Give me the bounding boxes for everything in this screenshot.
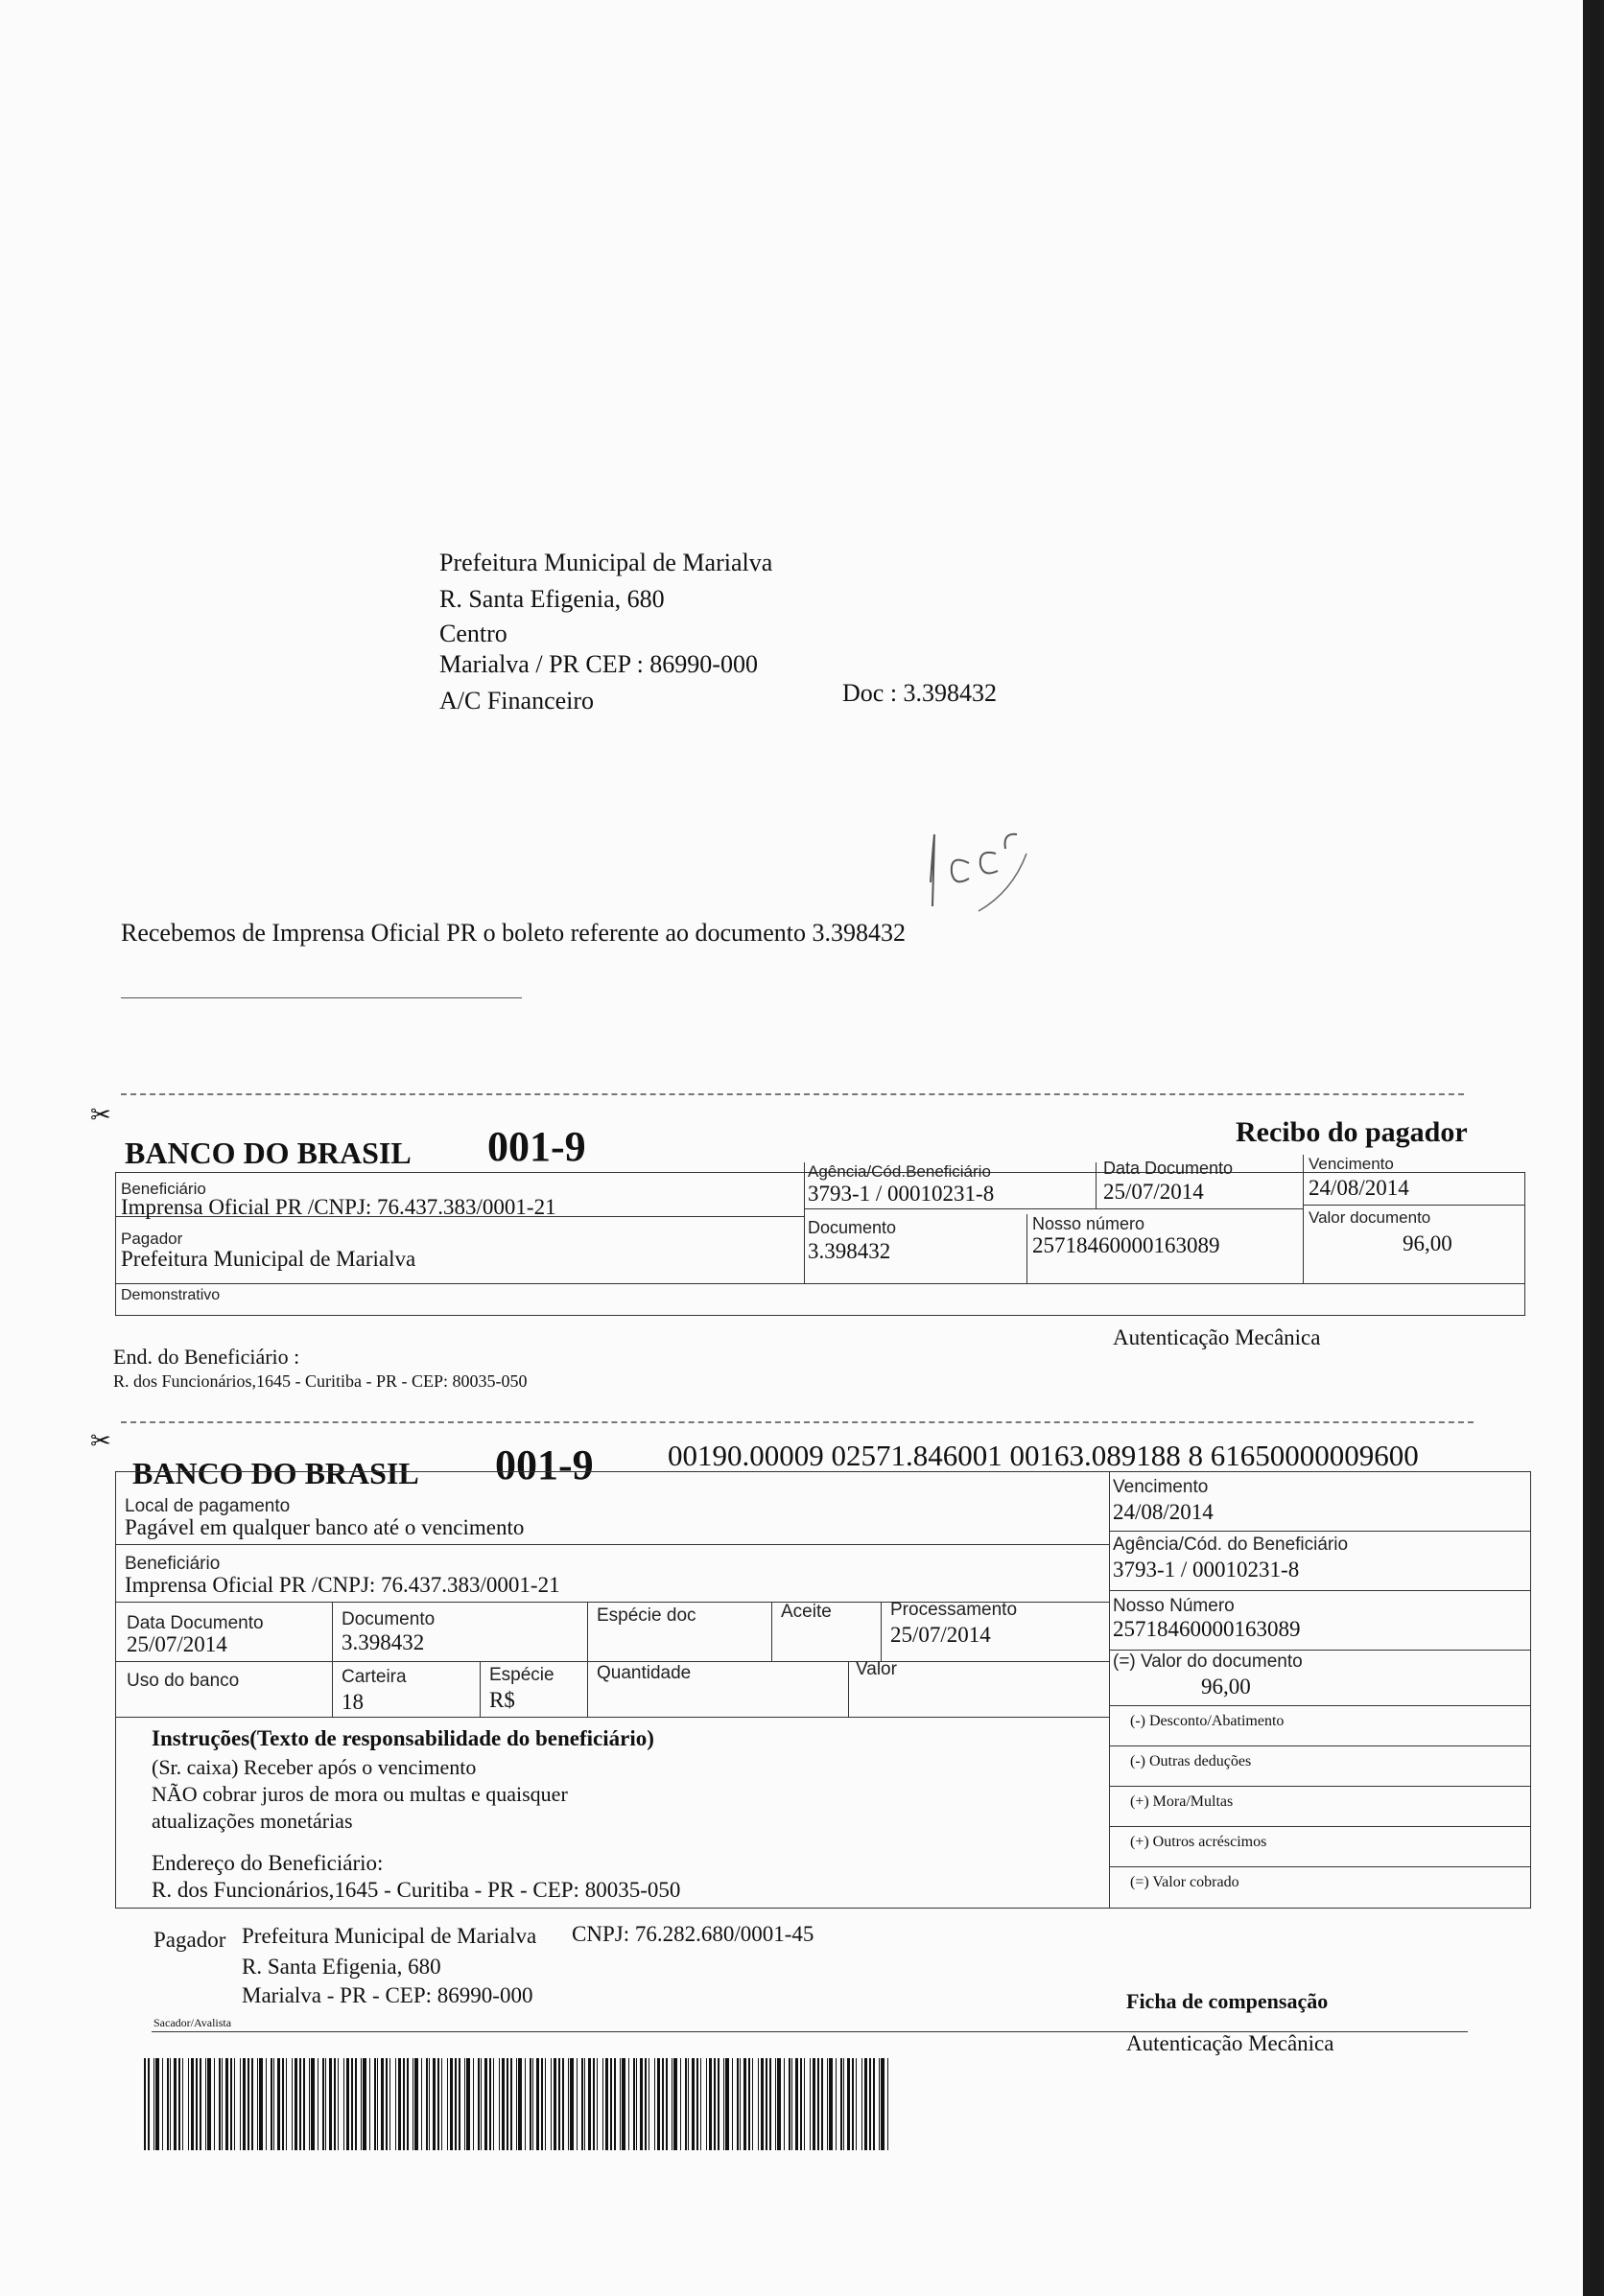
ficha-local-value: Pagável em qualquer banco até o vencimento bbox=[125, 1515, 525, 1539]
ficha-uso-banco-label: Uso do banco bbox=[127, 1671, 240, 1691]
recibo-end-label: End. do Beneficiário : bbox=[113, 1345, 300, 1369]
addressee-district: Centro bbox=[439, 620, 507, 647]
recibo-agencia-label: Agência/Cód.Beneficiário bbox=[808, 1162, 991, 1181]
ficha-especie-value: R$ bbox=[489, 1688, 515, 1712]
ficha-instrucao-line: NÃO cobrar juros de mora ou multas e quaisquer bbox=[152, 1782, 568, 1806]
ficha-data-doc-value: 25/07/2014 bbox=[127, 1632, 227, 1656]
ficha-vencimento-label: Vencimento bbox=[1113, 1477, 1209, 1497]
recibo-bank-name: BANCO DO BRASIL bbox=[125, 1136, 412, 1170]
ficha-nosso-numero-label: Nosso Número bbox=[1113, 1596, 1235, 1616]
receipt-statement: Recebemos de Imprensa Oficial PR o boleto referente ao documento 3.398432 bbox=[121, 919, 907, 947]
handwritten-mark bbox=[921, 815, 1036, 921]
recibo-end-value: R. dos Funcionários,1645 - Curitiba - PR - CEP: 80035-050 bbox=[113, 1371, 528, 1391]
ficha-pagador-city: Marialva - PR - CEP: 86990-000 bbox=[242, 1983, 533, 2007]
ficha-beneficiario-label: Beneficiário bbox=[125, 1554, 221, 1574]
ficha-especie-doc-label: Espécie doc bbox=[597, 1605, 696, 1626]
ficha-pagador-cnpj: CNPJ: 76.282.680/0001-45 bbox=[572, 1922, 814, 1946]
ficha-outras-deducoes-label: (-) Outras deduções bbox=[1130, 1753, 1252, 1769]
ficha-carteira-value: 18 bbox=[342, 1690, 364, 1714]
scissors-icon: ✂ bbox=[90, 1101, 111, 1129]
recibo-beneficiario-value: Imprensa Oficial PR /CNPJ: 76.437.383/0001-21 bbox=[121, 1195, 556, 1219]
ficha-agencia-label: Agência/Cód. do Beneficiário bbox=[1113, 1535, 1349, 1555]
recibo-documento-value: 3.398432 bbox=[808, 1239, 891, 1263]
recibo-data-doc-label: Data Documento bbox=[1103, 1159, 1234, 1178]
ficha-nosso-numero-value: 25718460000163089 bbox=[1113, 1617, 1301, 1641]
addressee-city: Marialva / PR CEP : 86990-000 bbox=[439, 650, 758, 678]
recibo-vencimento-value: 24/08/2014 bbox=[1309, 1176, 1409, 1200]
ficha-pagador-label: Pagador bbox=[153, 1928, 226, 1952]
ficha-valor-label: Valor bbox=[856, 1659, 897, 1679]
scissors-icon: ✂ bbox=[90, 1427, 111, 1455]
recibo-valor-doc-value: 96,00 bbox=[1403, 1231, 1452, 1255]
signature-line bbox=[121, 997, 522, 998]
recibo-beneficiario-label: Beneficiário bbox=[121, 1180, 206, 1198]
ficha-quantidade-label: Quantidade bbox=[597, 1663, 692, 1683]
ficha-aceite-label: Aceite bbox=[781, 1602, 832, 1622]
ficha-bank-code: 001-9 bbox=[495, 1441, 594, 1488]
recibo-demonstrativo-label: Demonstrativo bbox=[121, 1287, 221, 1303]
recibo-nosso-numero-value: 25718460000163089 bbox=[1032, 1233, 1220, 1257]
ficha-data-doc-label: Data Documento bbox=[127, 1613, 264, 1633]
recibo-data-doc-value: 25/07/2014 bbox=[1103, 1180, 1204, 1204]
recibo-documento-label: Documento bbox=[808, 1218, 897, 1237]
ficha-local-label: Local de pagamento bbox=[125, 1496, 291, 1516]
ficha-especie-label: Espécie bbox=[489, 1665, 554, 1685]
recibo-title: Recibo do pagador bbox=[1236, 1116, 1468, 1148]
ficha-outros-acrescimos-label: (+) Outros acréscimos bbox=[1130, 1834, 1267, 1850]
recibo-valor-doc-label: Valor documento bbox=[1309, 1208, 1431, 1227]
ficha-title: Ficha de compensação bbox=[1126, 1989, 1329, 2013]
ficha-endereco-label: Endereço do Beneficiário: bbox=[152, 1851, 384, 1875]
ficha-valor-doc-label: (=) Valor do documento bbox=[1113, 1652, 1303, 1672]
ficha-valor-cobrado-label: (=) Valor cobrado bbox=[1130, 1874, 1239, 1890]
recibo-nosso-numero-label: Nosso número bbox=[1032, 1214, 1145, 1233]
ficha-mora-multas-label: (+) Mora/Multas bbox=[1130, 1793, 1234, 1810]
ficha-vencimento-value: 24/08/2014 bbox=[1113, 1500, 1214, 1524]
ficha-instrucao-line: (Sr. caixa) Receber após o vencimento bbox=[152, 1755, 477, 1779]
doc-number: Doc : 3.398432 bbox=[842, 679, 998, 707]
barcode bbox=[144, 2058, 888, 2150]
recibo-pagador-label: Pagador bbox=[121, 1230, 183, 1248]
ficha-documento-value: 3.398432 bbox=[342, 1630, 425, 1654]
ficha-autenticacao: Autenticação Mecânica bbox=[1126, 2031, 1334, 2055]
ficha-documento-label: Documento bbox=[342, 1609, 436, 1629]
ficha-bank-name: BANCO DO BRASIL bbox=[132, 1456, 419, 1490]
ficha-beneficiario-value: Imprensa Oficial PR /CNPJ: 76.437.383/0001-21 bbox=[125, 1573, 560, 1597]
ficha-linha-digitavel: 00190.00009 02571.846001 00163.089188 8 61650000009600 bbox=[668, 1439, 1419, 1472]
ficha-pagador-name: Prefeitura Municipal de Marialva bbox=[242, 1924, 537, 1948]
cut-line bbox=[121, 1421, 1474, 1423]
ficha-carteira-label: Carteira bbox=[342, 1667, 407, 1687]
ficha-instrucao-line: atualizações monetárias bbox=[152, 1809, 353, 1833]
ficha-sacador-label: Sacador/Avalista bbox=[153, 2016, 232, 2029]
ficha-processamento-value: 25/07/2014 bbox=[890, 1623, 991, 1647]
addressee-street: R. Santa Efigenia, 680 bbox=[439, 585, 665, 613]
ficha-pagador-street: R. Santa Efigenia, 680 bbox=[242, 1955, 441, 1979]
ficha-instrucoes-title: Instruções(Texto de responsabilidade do beneficiário) bbox=[152, 1726, 654, 1750]
ficha-valor-doc-value: 96,00 bbox=[1201, 1675, 1251, 1699]
addressee-name: Prefeitura Municipal de Marialva bbox=[439, 549, 773, 576]
recibo-bank-code: 001-9 bbox=[487, 1123, 586, 1170]
recibo-autenticacao: Autenticação Mecânica bbox=[1113, 1325, 1321, 1349]
ficha-endereco-value: R. dos Funcionários,1645 - Curitiba - PR - CEP: 80035-050 bbox=[152, 1878, 681, 1902]
cut-line bbox=[121, 1093, 1464, 1095]
recibo-agencia-value: 3793-1 / 00010231-8 bbox=[808, 1182, 995, 1206]
barcode-bars bbox=[144, 2058, 888, 2150]
recibo-pagador-value: Prefeitura Municipal de Marialva bbox=[121, 1247, 416, 1271]
ficha-desconto-label: (-) Desconto/Abatimento bbox=[1130, 1713, 1285, 1729]
ficha-processamento-label: Processamento bbox=[890, 1600, 1018, 1620]
ficha-agencia-value: 3793-1 / 00010231-8 bbox=[1113, 1558, 1300, 1581]
recibo-vencimento-label: Vencimento bbox=[1309, 1155, 1394, 1173]
addressee-attention: A/C Financeiro bbox=[439, 687, 595, 715]
